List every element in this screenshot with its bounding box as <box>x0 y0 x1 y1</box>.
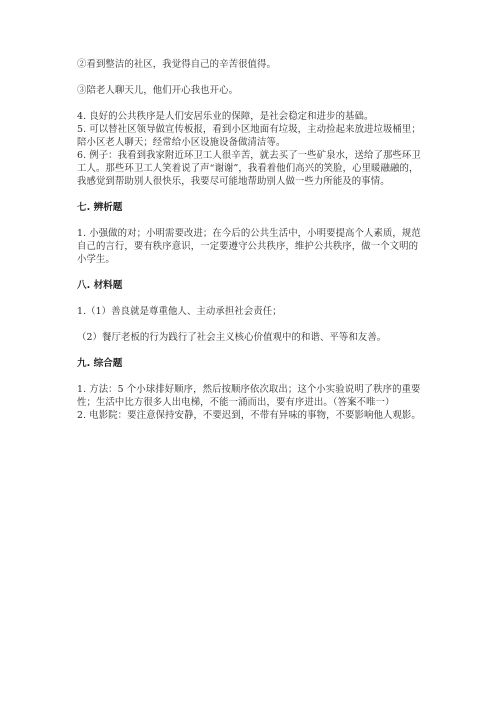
section-heading: 七. 辨析题 <box>77 202 123 213</box>
answer-paragraph: 4. 良好的公共秩序是人们安居乐业的保障，是社会稳定和进步的基础。 <box>77 111 374 122</box>
answer-paragraph: 6. 例子：我看到我家附近环卫工人很辛苦，就去买了一些矿泉水，送给了那些环卫工人。那些环卫工人笑着说了声“谢谢”，我看着他们高兴的笑脸，心里暖融融的，我感觉到帮助别人很快乐，我要尽可能地帮助别人做一些力所能及的事情。 <box>77 150 421 187</box>
answer-paragraph: 2. 电影院：要注意保持安静，不要迟到，不带有异味的事物，不要影响他人观影。 <box>77 410 421 421</box>
answer-paragraph: 5. 可以替社区领导做宣传板报，看到小区地面有垃圾，主动捡起来放进垃圾桶里；陪小区老人聊天；经常给小区设施设备做清洁等。 <box>77 124 421 148</box>
section-heading: 八. 材料题 <box>77 280 123 291</box>
answer-document <box>77 58 427 422</box>
answer-paragraph: 1. 方法：5 个小球排好顺序，然后按顺序依次取出；这个小实验说明了秩序的重要性；生活中比方很多人出电梯，不能一涌而出，要有序进出。（答案不唯一） <box>77 384 421 408</box>
spacer <box>77 292 427 305</box>
answer-paragraph: ③陪老人聊天儿，他们开心我也开心。 <box>77 85 239 96</box>
answer-paragraph: 1. 小强做的对；小明需要改进；在今后的公共生活中，小明要提高个人素质，规范自己的言行，要有秩序意识，一定要遵守公共秩序，维护公共秩序，做一个文明的小学生。 <box>77 228 421 265</box>
spacer <box>77 71 427 84</box>
spacer <box>77 214 427 227</box>
answer-paragraph: 1.（1）善良就是尊重他人、主动承担社会责任； <box>77 306 282 317</box>
answer-paragraph: ②看到整洁的社区，我觉得自己的辛苦很值得。 <box>77 59 276 70</box>
spacer <box>77 188 427 201</box>
spacer <box>77 344 427 357</box>
spacer <box>77 318 427 331</box>
spacer <box>77 370 427 383</box>
spacer <box>77 266 427 279</box>
section-heading: 九. 综合题 <box>77 358 123 369</box>
answer-paragraph: （2）餐厅老板的行为践行了社会主义核心价值观中的和谐、平等和友善。 <box>77 332 387 343</box>
spacer <box>77 97 427 110</box>
